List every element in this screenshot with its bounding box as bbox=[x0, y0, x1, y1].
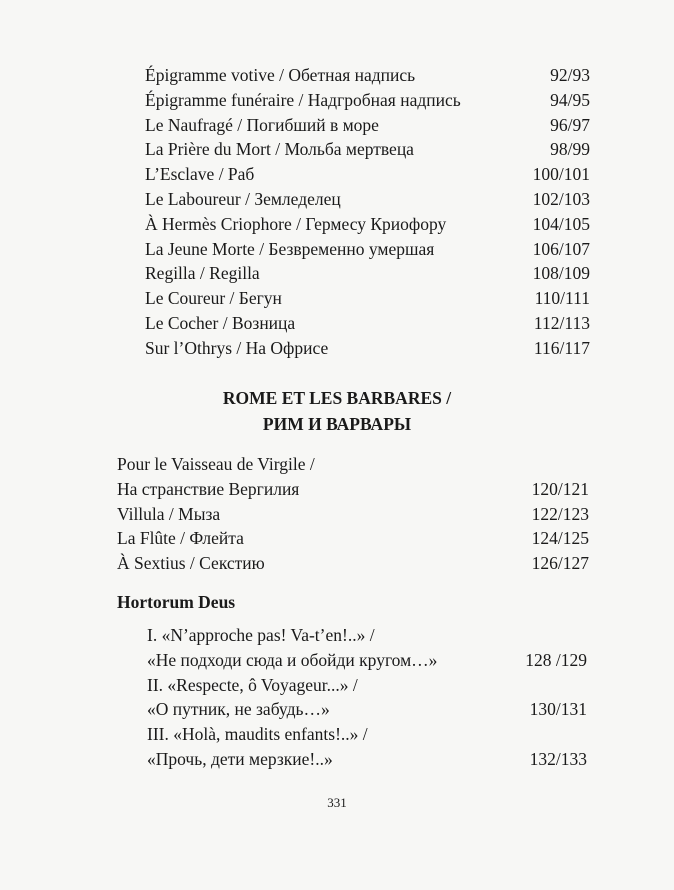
toc-entry-pages: 100/101 bbox=[532, 164, 590, 185]
section-heading-line1: ROME ET LES BARBARES / bbox=[222, 388, 452, 408]
toc-entry-pages: 116/117 bbox=[533, 337, 590, 358]
toc-entry-pages: 120/121 bbox=[531, 478, 589, 499]
toc-entry-pages: 132/133 bbox=[529, 748, 587, 769]
toc-entry-pages: 124/125 bbox=[531, 528, 589, 549]
toc-entry-title: Regilla / Regilla bbox=[145, 263, 260, 284]
toc-section-2 bbox=[117, 452, 589, 576]
toc-entry-pages: 126/127 bbox=[531, 553, 589, 574]
toc-entry bbox=[145, 336, 590, 361]
toc-entry-pages: 94/95 bbox=[550, 89, 590, 110]
toc-entry-title: I. «N’approche pas! Va-t’en!..» / bbox=[147, 625, 375, 645]
toc-entry-title: II. «Respecte, ô Voyageur...» / bbox=[147, 674, 358, 695]
toc-entry-pages: 106/107 bbox=[532, 238, 590, 259]
page-number: 331 bbox=[327, 795, 347, 810]
toc-entry-title: Pour le Vaisseau de Virgile / bbox=[117, 454, 315, 474]
toc-entry-title: Villula / Мыза bbox=[117, 503, 221, 524]
toc-entry-title: Le Cocher / Возница bbox=[145, 312, 296, 333]
toc-entry bbox=[145, 137, 590, 162]
toc-entry-title: La Prière du Mort / Мольба мертвеца bbox=[145, 139, 414, 160]
toc-entry-pages: 130/131 bbox=[529, 699, 587, 720]
toc-entry-title: «Прочь, дети мерзкие!..» bbox=[147, 748, 333, 769]
toc-entry-title: Sur l’Othrys / На Офрисе bbox=[145, 337, 329, 358]
toc-entry-title: Épigramme funéraire / Надгробная надпись bbox=[145, 89, 461, 110]
toc-entry bbox=[117, 477, 589, 502]
toc-entry bbox=[145, 212, 590, 237]
toc-entry-pages: 108/109 bbox=[532, 263, 590, 284]
toc-entry bbox=[117, 452, 589, 477]
toc-section-1 bbox=[145, 63, 590, 361]
toc-entry-pages: 96/97 bbox=[550, 114, 590, 135]
section-heading-line2: РИМ И ВАРВАРЫ bbox=[262, 414, 412, 434]
toc-entry bbox=[145, 88, 590, 113]
toc-entry-title: La Flûte / Флейта bbox=[117, 528, 244, 549]
toc-entry-pages: 110/111 bbox=[534, 288, 590, 309]
toc-entry-title: «О путник, не забудь…» bbox=[147, 699, 330, 720]
toc-entry bbox=[147, 648, 587, 673]
toc-entry-pages: 102/103 bbox=[532, 188, 590, 209]
toc-entry bbox=[145, 187, 590, 212]
toc-entry-pages: 128 /129 bbox=[525, 649, 587, 670]
toc-entry-pages: 104/105 bbox=[532, 213, 590, 234]
toc-entry-title: Le Laboureur / Земледелец bbox=[145, 188, 341, 209]
toc-entry-title: La Jeune Morte / Безвременно умершая bbox=[145, 238, 435, 259]
toc-entry-title: Épigramme votive / Обетная надпись bbox=[145, 65, 416, 85]
toc-entry-pages: 92/93 bbox=[550, 65, 590, 85]
toc-entry-pages: 112/113 bbox=[533, 312, 590, 333]
toc-entry bbox=[145, 237, 590, 262]
toc-entry-title: À Sextius / Секстию bbox=[117, 553, 265, 574]
toc-entry bbox=[145, 311, 590, 336]
toc-entry bbox=[117, 551, 589, 576]
toc-entry-title: «Не подходи сюда и обойди кругом…» bbox=[147, 649, 438, 670]
toc-entry bbox=[145, 261, 590, 286]
toc-entry bbox=[117, 526, 589, 551]
toc-entry bbox=[147, 747, 587, 772]
toc-entry bbox=[147, 697, 587, 722]
toc-entry bbox=[147, 623, 587, 648]
toc-entry-title: На странствие Вергилия bbox=[117, 478, 300, 499]
toc-entry bbox=[147, 722, 587, 747]
toc-entry bbox=[147, 673, 587, 698]
toc-entry-title: III. «Holà, maudits enfants!..» / bbox=[147, 724, 368, 745]
toc-section-3 bbox=[147, 623, 587, 772]
toc-entry bbox=[117, 502, 589, 527]
toc-entry bbox=[145, 113, 590, 138]
toc-entry-title: Le Coureur / Бегун bbox=[145, 288, 282, 309]
toc-entry-title: L’Esclave / Раб bbox=[145, 164, 255, 185]
toc-entry-title: À Hermès Criophore / Гермесу Криофору bbox=[145, 213, 447, 234]
toc-entry-pages: 122/123 bbox=[531, 503, 589, 524]
subsection-heading: Hortorum Deus bbox=[117, 592, 236, 612]
toc-entry-pages: 98/99 bbox=[550, 139, 590, 160]
toc-entry bbox=[145, 162, 590, 187]
toc-entry bbox=[145, 63, 590, 88]
toc-entry bbox=[145, 286, 590, 311]
toc-entry-title: Le Naufragé / Погибший в море bbox=[145, 114, 379, 135]
